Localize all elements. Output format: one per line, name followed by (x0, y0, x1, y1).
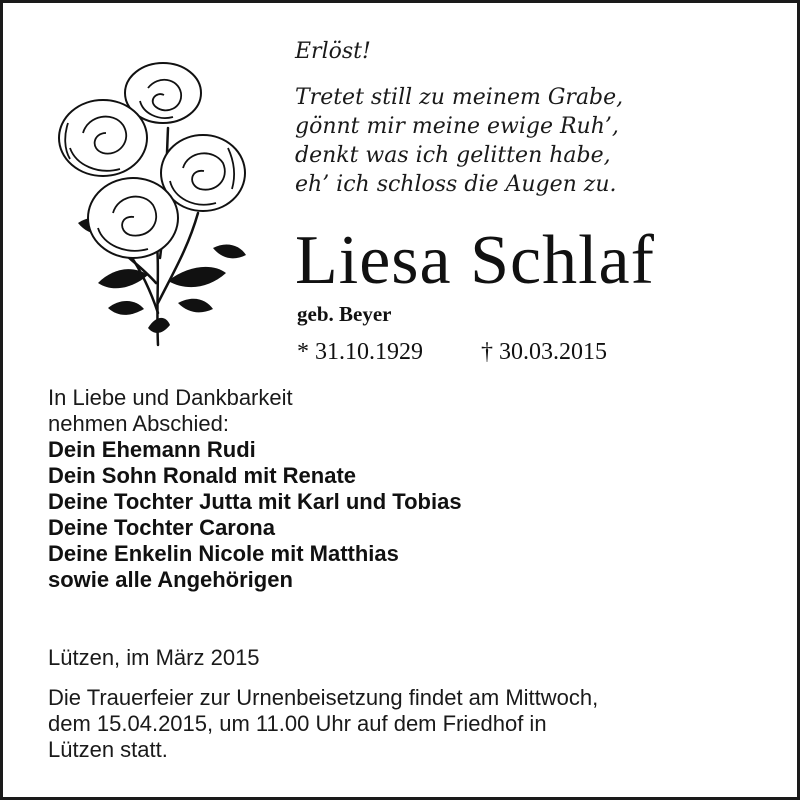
funeral-line: Die Trauerfeier zur Urnenbeisetzung findet am Mittwoch, (48, 685, 599, 710)
funeral-line: Lützen statt. (48, 737, 168, 762)
birth-date: * 31.10.1929 (297, 339, 423, 365)
place-date: Lützen, im März 2015 (48, 645, 260, 670)
farewell-line: In Liebe und Dankbarkeit (48, 385, 293, 410)
poem (295, 83, 623, 199)
life-dates (297, 337, 607, 367)
birth-name: geb. Beyer (297, 302, 392, 326)
poem-line: eh’ ich schloss die Augen zu. (295, 172, 617, 197)
mourners-list (48, 437, 462, 593)
intro-text: Erlöst! (295, 39, 371, 64)
poem-line: gönnt mir meine ewige Ruh’, (295, 114, 619, 139)
poem-line: Tretet still zu meinem Grabe, (295, 85, 624, 110)
mourner: Deine Tochter Carona (48, 515, 275, 540)
deceased-name: Liesa Schlaf (295, 222, 655, 299)
farewell-line: nehmen Abschied: (48, 411, 230, 436)
funeral-line: dem 15.04.2015, um 11.00 Uhr auf dem Friedhof in (48, 711, 547, 736)
mourner: Dein Ehemann Rudi (48, 437, 256, 462)
mourner: Dein Sohn Ronald mit Renate (48, 463, 357, 488)
poem-line: denkt was ich gelitten habe, (295, 143, 611, 168)
funeral-info (48, 685, 598, 763)
mourner: Deine Enkelin Nicole mit Matthias (48, 541, 399, 566)
farewell-text (48, 385, 293, 437)
death-date: † 30.03.2015 (481, 339, 607, 365)
mourner: Deine Tochter Jutta mit Karl und Tobias (48, 489, 462, 514)
mourner: sowie alle Angehörigen (48, 567, 293, 592)
roses-illustration (48, 53, 253, 348)
